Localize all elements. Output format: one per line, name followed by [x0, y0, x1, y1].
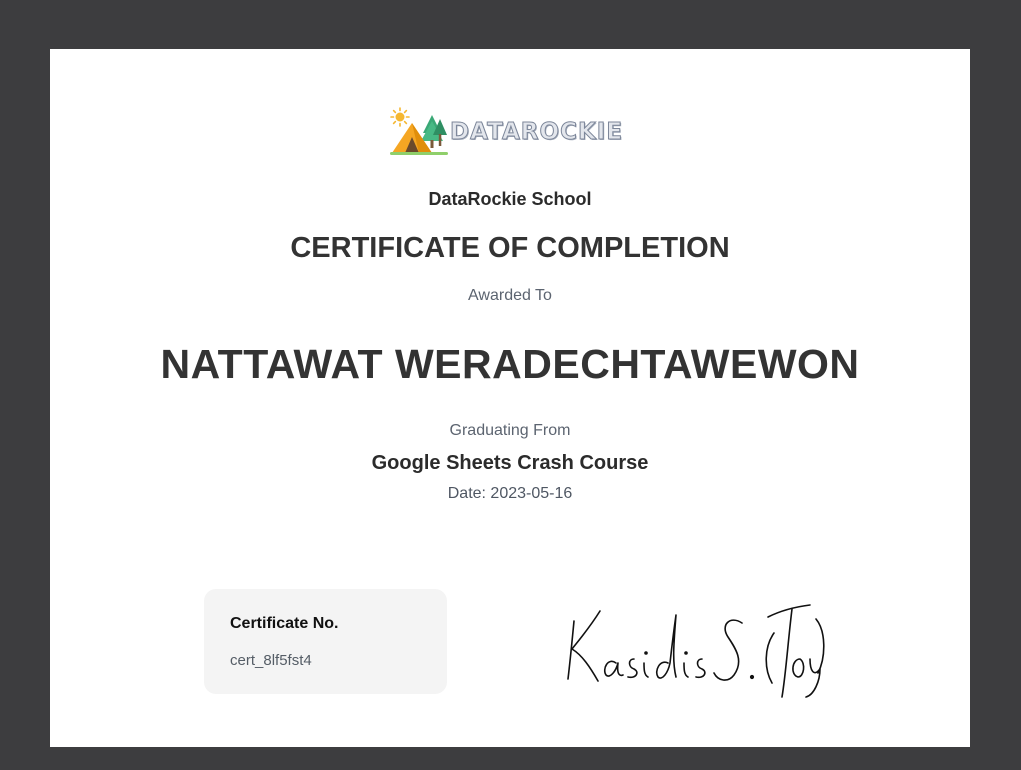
certificate-number-card [204, 589, 447, 694]
completion-date: Date: 2023-05-16 [447, 485, 573, 502]
certificate-title: CERTIFICATE OF COMPLETION [290, 232, 730, 264]
signature-text: Kasidis S. (Toy) [560, 597, 567, 598]
certificate-number-value: cert_8lf5fst4 [230, 652, 312, 669]
awarded-to-label: Awarded To [468, 287, 552, 304]
course-name: Google Sheets Crash Course [371, 452, 649, 474]
graduating-from-label: Graduating From [449, 422, 571, 439]
recipient-name: NATTAWAT WERADECHTAWEWON [160, 341, 860, 387]
logo-wordmark: DATAROCKIE [450, 119, 624, 145]
school-name: DataRockie School [428, 189, 592, 209]
datarockie-logo [388, 107, 638, 157]
certificate-number-label: Certificate No. [230, 615, 339, 632]
tent-logo-icon [388, 107, 450, 157]
certificate-page [50, 49, 970, 747]
signature [560, 597, 830, 702]
